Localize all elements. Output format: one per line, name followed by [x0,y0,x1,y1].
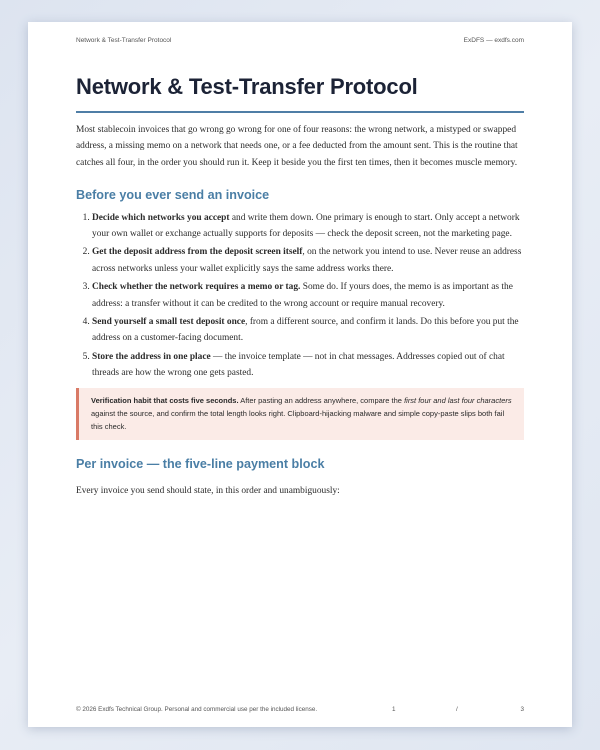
payment-block-intro: Every invoice you send should state, in this order and unambiguously: [76,485,340,496]
step-lead: Store the address in one place [92,351,211,362]
step-text: — the invoice template — not in chat messages. Addresses copied out of chat threads are how the wrong one gets pasted. [92,351,505,379]
list-item [92,314,524,347]
footer-copyright: © 2026 Exdfs Technical Group. Personal and commercial use per the included license. [76,706,318,713]
callout-lead: Verification habit that costs five seconds. [91,395,239,405]
page-total: 3 [520,706,524,713]
step-text: , from a different source, and confirm it lands. Do this before you put the address on a customer-facing document. [92,317,519,344]
step-lead: Send yourself a small test deposit once [92,317,246,328]
step-text: Some do. If yours does, the memo is as important as the address: a transfer without it can be credited to the wrong account or require manual recovery. [92,282,513,309]
header-site: ExDFS — exdfs.com [463,37,524,44]
callout-text-end: against the source, and confirm the total length looks right. Clipboard-hijacking malware and simple copy-paste slips both fail this check. [91,408,505,432]
page-number: 1 [392,706,396,713]
page-separator: / [456,706,458,713]
running-header [76,37,524,44]
intro-paragraph: Most stablecoin invoices that go wrong go wrong for one of four reasons: the wrong network, a mistyped or swapped address, a missing memo on a network that needs one, or a fee deducted from the amount sent. This is the routine that catches all four, in the order you should run it. Keep it beside you the first ten times, then it becomes muscle memory. [76,125,518,168]
verification-callout [76,388,524,441]
header-doc-title: Network & Test-Transfer Protocol [76,37,172,44]
list-item [92,210,524,243]
page-footer [76,706,524,713]
list-item [92,244,524,277]
section-heading-before-invoice: Before you ever send an invoice [76,188,270,203]
page-title: Network & Test-Transfer Protocol [76,74,418,99]
section-heading-per-invoice: Per invoice — the five-line payment block [76,457,325,472]
step-lead: Get the deposit address from the deposit screen itself [92,247,303,258]
step-lead: Decide which networks you accept [92,212,230,223]
step-lead: Check whether the network requires a memo or tag. [92,282,301,293]
step-text: and write them down. One primary is enough to start. Only accept a network your own wallet or exchange actually supports for deposits — check the deposit screen, not the marketing page. [92,212,520,240]
title-rule [76,111,524,113]
document-body [76,122,524,499]
callout-text: After pasting an address anywhere, compare the [238,395,405,405]
list-item [92,279,524,312]
callout-emphasis: first four and last four characters [404,395,512,405]
step-text: , on the network you intend to use. Never reuse an address across networks unless your wallet explicitly says the same address works there. [92,247,522,274]
list-item [92,349,524,382]
document-page [28,22,572,727]
setup-steps-list [76,210,524,382]
